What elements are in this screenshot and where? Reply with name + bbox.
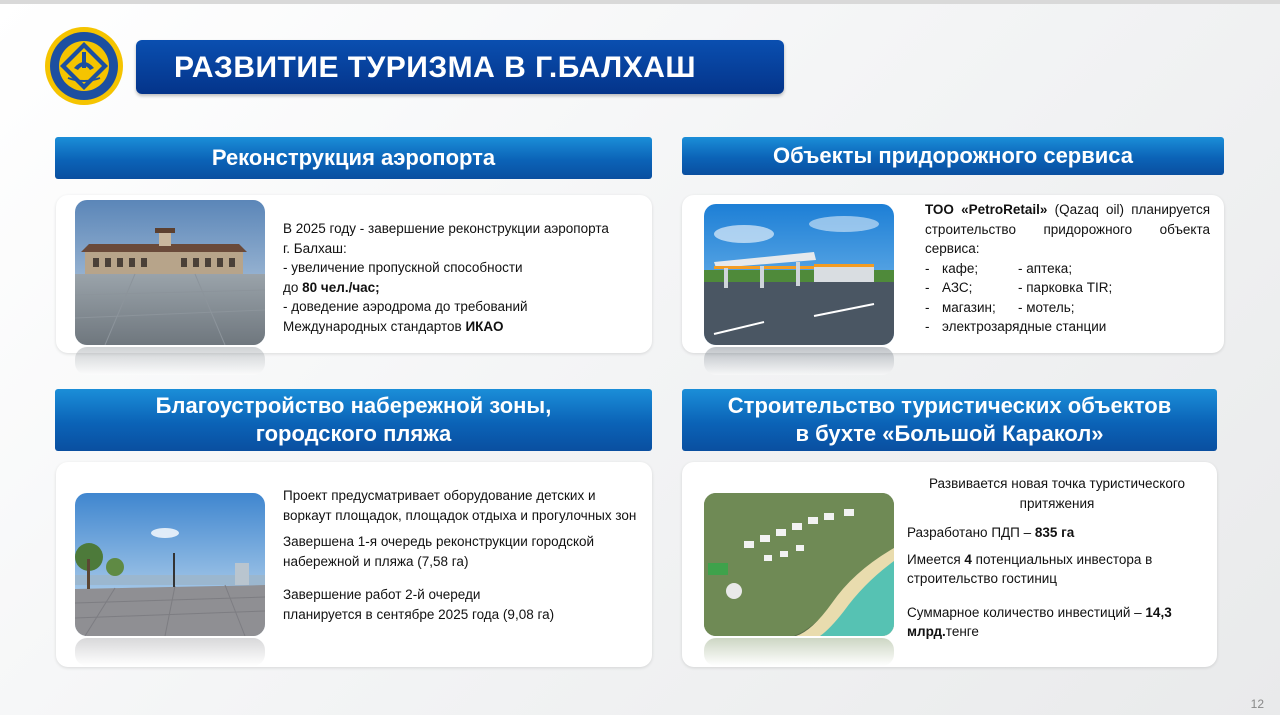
investor-count: 4 [964,551,972,567]
text-line: Завершение работ 2-й очереди [283,587,481,602]
section-title-embankment-line1: Благоустройство набережной зоны, [155,393,552,418]
photo-reflection [75,638,265,666]
list-item-right: - аптека; [1018,260,1073,276]
paragraph [907,603,1207,642]
section-title-karakol-line2: в бухте «Большой Каракол» [795,421,1104,446]
section-title-karakol-line1: Строительство туристических объектов [727,393,1172,418]
karakol-description [907,474,1207,642]
list-item-left: АЗС; [942,280,973,295]
airport-terminal-photo [75,200,265,345]
list-item-left: кафе; [942,260,979,276]
text-span: до [283,279,303,295]
capacity-value: 80 чел./час; [302,279,380,295]
embankment-photo [75,493,265,636]
company-name: ТОО «PetroRetail» [925,202,1048,217]
section-header-airport [55,137,652,179]
text-span: Разработано ПДП – [907,525,1035,540]
paragraph: Завершена 1-я очередь реконструкции городской набережной и пляжа (7,58 га) [283,534,595,569]
text-span: потенциальных инвестора в строительство гостиниц [907,551,1153,586]
text-line [283,317,643,337]
text-line [283,278,643,298]
page-title: РАЗВИТИЕ ТУРИЗМА В Г.БАЛХАШ [174,51,697,84]
section-header-karakol [682,389,1217,451]
text-line: планируется в сентябре 2025 года (9,08 га) [283,606,555,622]
section-title-embankment-line2: городского пляжа [255,421,452,446]
title-banner [136,40,784,94]
embankment-description [283,486,643,624]
icao-label: ИКАО [465,318,504,334]
text-line: В 2025 году - завершение реконструкции аэропорта [283,221,609,236]
gas-station-render [704,204,894,345]
section-title-airport: Реконструкция аэропорта [211,145,496,170]
roadside-intro [925,200,1210,259]
paragraph: Проект предусматривает оборудование детских и воркаут площадок, площадок отдыха и прогулочных зон [283,488,637,523]
list-item: - электрозарядные станции [925,317,1210,337]
investment-value: 14,3 млрд. [907,604,1172,639]
list-item: - магазин; - мотель; [925,298,1210,318]
photo-reflection [704,638,894,666]
list-item-left: электрозарядные станции [942,319,1107,334]
text-span: Международных стандартов [283,318,466,334]
city-emblem-icon [44,26,124,106]
text-span: (Qazaq oil) планируется строительство придорожного объекта сервиса: [925,202,1211,256]
text-line: - увеличение пропускной способности [283,260,523,275]
photo-reflection [75,347,265,375]
bay-masterplan-render [704,493,894,636]
text-span: тенге [945,624,979,639]
list-item-left: магазин; [942,299,996,315]
list-item: - АЗС; - парковка TIR; [925,278,1210,298]
photo-reflection [704,347,894,375]
text-line: г. Балхаш: [283,240,347,256]
list-item: - кафе; - аптека; [925,259,1210,279]
roadside-description [925,200,1210,337]
airport-description [283,219,643,336]
text-line: - доведение аэродрома до требований [283,299,528,314]
paragraph [907,523,1207,543]
top-border [0,0,1280,4]
page-number: 12 [1250,697,1264,711]
section-header-embankment [55,389,652,451]
paragraph: Развивается новая точка туристического притяжения [929,476,1185,511]
list-item-right: - парковка TIR; [1018,280,1113,295]
section-title-roadside: Объекты придорожного сервиса [772,143,1134,168]
text-span: Имеется [907,551,965,567]
area-value: 835 га [1034,525,1075,540]
paragraph [907,550,1207,589]
section-header-roadside [682,137,1224,175]
text-span: Суммарное количество инвестиций – [907,604,1146,620]
list-item-right: - мотель; [1018,299,1075,315]
